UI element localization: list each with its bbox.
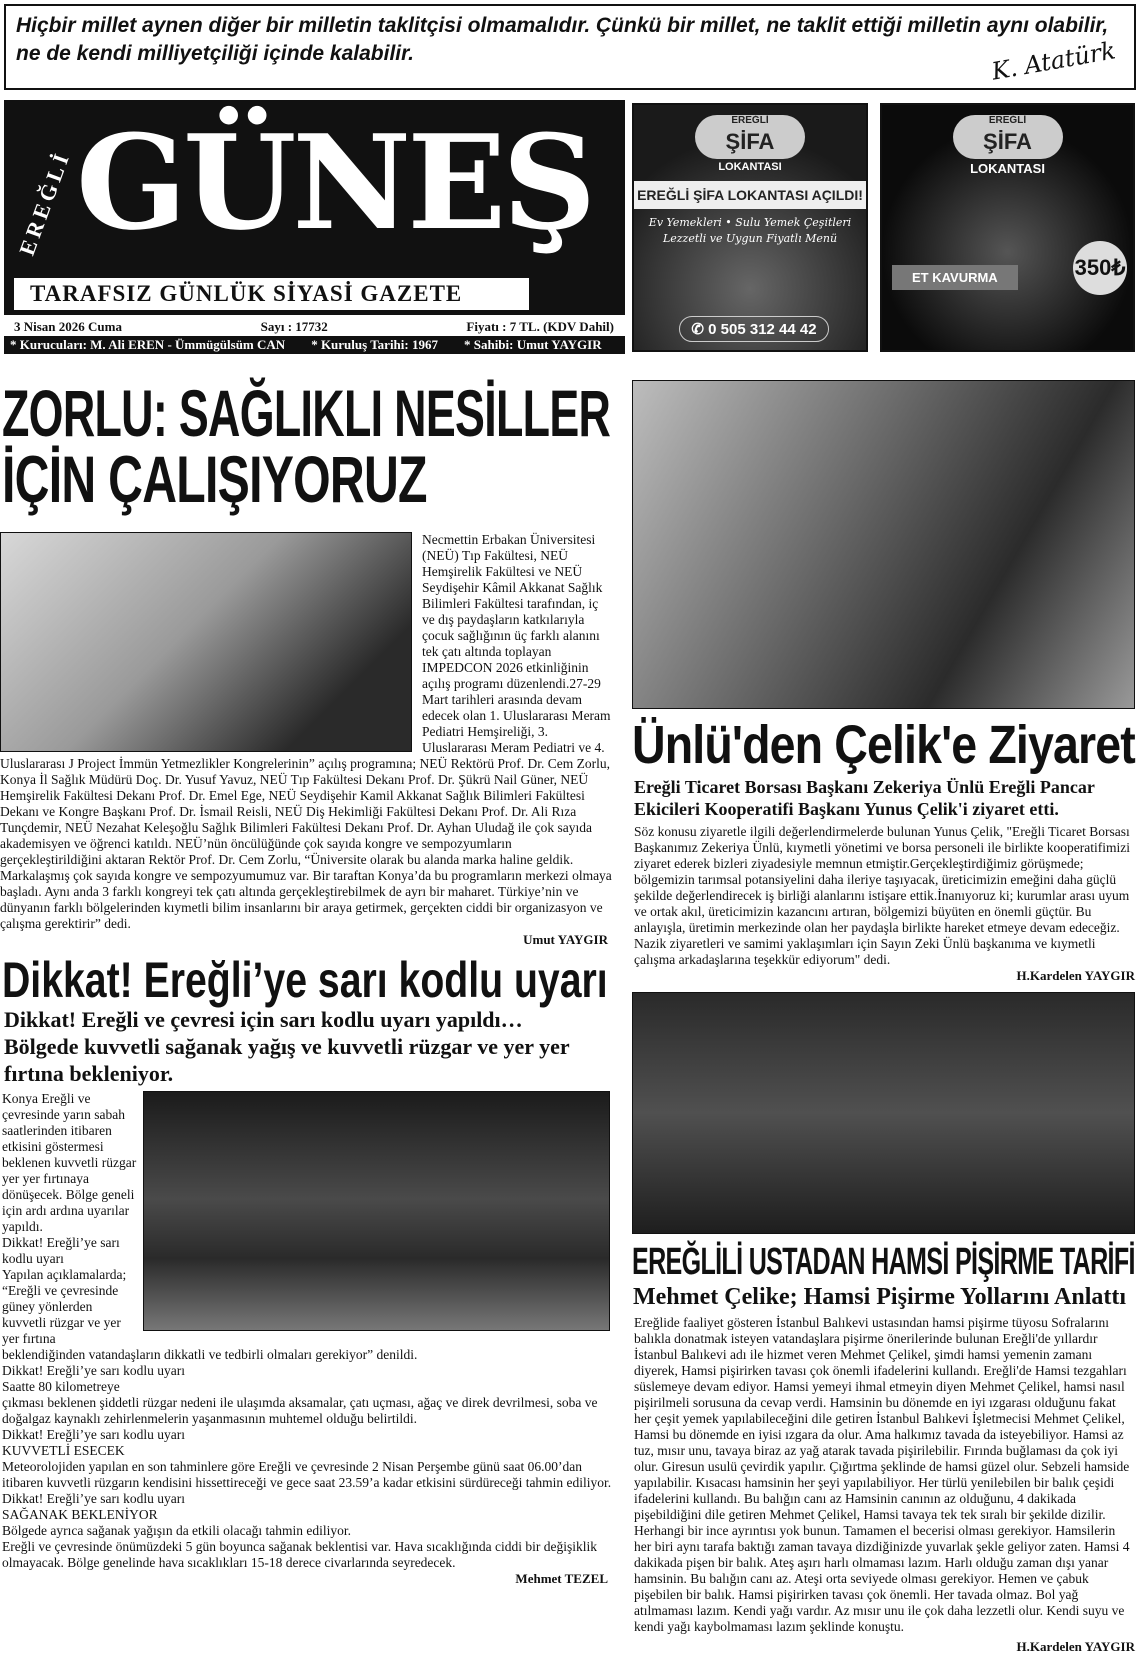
article1-intro: Necmettin Erbakan Üniversitesi (NEÜ) Tıp Fakültesi, NEÜ Hemşirelik Fakültesi ve NEÜ Seydişehir Kâmil Akkanat Sağlık Bilimleri Fakültesi tarafından, iç ve dış paydaşların katkılarıyla çocuk sağlığının üç farklı alanını tek çatı altında toplayan IMPEDCON 2026 etkinliğinin açılış programı düzenlendi.27-29 Mart tarihleri arasında devam edecek olan 1. Uluslararası Meram Pediatri Hemşireliği, 3. Uluslararası Meram Pediatri ve 4. Uluslararası J Project İmmün Yetmezlikler Kongrelerinin” açılış programına; NEÜ xyxy=(0,532,611,771)
article4-headline[interactable]: EREĞLİLİ USTADAN HAMSİ PİŞİRME TARİFİ xyxy=(632,1241,1135,1283)
article2-body-paragraph: Dikkat! Ereğli’ye sarı kodlu uyarı xyxy=(2,1491,185,1506)
ad-phone[interactable]: ✆ 0 505 312 44 42 xyxy=(679,316,829,342)
article4-author: H.Kardelen YAYGIR xyxy=(1016,1639,1135,1654)
article3-photo-visit xyxy=(632,380,1135,709)
ad-logo: EREĞLİ ŞİFA xyxy=(953,115,1063,159)
founded-date: * Kuruluş Tarihi: 1967 xyxy=(311,337,438,352)
article2-column-paragraph: Yapılan açıklamalarda; “Ereğli ve çevresinde güney yönlerden kuvvetli rüzgar ve yer yer fırtına beklendiğinden vatandaşların dikkatli ve tedbirli olmaları gerekiyor” denildi. xyxy=(2,1267,418,1362)
founders-bar xyxy=(4,336,625,354)
article2-body-paragraph: Ereğli ve çevresinde önümüzdeki 5 gün boyunca sağanak beklentisi var. Hava sıcaklığında ciddi bir değişiklik olmayacak. Bölge genelinde hava sıcaklıkları 15-18 derece civarlarında seyredecek. xyxy=(2,1539,597,1570)
ataturk-quote-box xyxy=(4,4,1136,90)
article2-subhead: Dikkat! Ereğli ve çevresi için sarı kodlu uyarı yapıldı… Bölgede kuvvetli sağanak yağış ve kuvvetli rüzgar ve yer yer fırtına bekleniyor. xyxy=(4,1007,570,1086)
masthead-prefix: EREĞLİ xyxy=(14,147,75,259)
article1-headline-line1[interactable]: ZORLU: SAĞLIKLI NESİLLER xyxy=(2,376,611,450)
article1-text xyxy=(0,532,612,932)
article2-body-paragraph: Meteorolojiden yapılan en son tahminlere göre Ereğli ve çevresinde 2 Nisan Perşembe günü saat 06.00’dan itibaren kuvvetli rüzgarın kendisini hissettireceği ve gece saat 23.59’a kadar etkisini sürdüreceği tahmin ediliyor. xyxy=(2,1459,612,1490)
article2-photo-mosque-storm xyxy=(143,1091,610,1331)
masthead xyxy=(4,100,625,315)
article3-headline[interactable]: Ünlü'den Çelik'e Ziyaret xyxy=(632,715,1135,776)
ad-banner: EREĞLİ ŞİFA LOKANTASI AÇILDI! xyxy=(634,181,866,209)
advertisement-sifa-et-kavurma[interactable] xyxy=(880,103,1135,352)
article2-body-paragraph: Dikkat! Ereğli’ye sarı kodlu uyarı xyxy=(2,1427,185,1442)
article2-body-paragraph: SAĞANAK BEKLENİYOR xyxy=(2,1507,158,1522)
ad-line-2: Lezzetli ve Uygun Fiyatlı Menü xyxy=(662,232,838,245)
ad-logo-sub: LOKANTASI xyxy=(970,161,1045,176)
ad-logo: EREĞLİ ŞİFA xyxy=(695,115,805,159)
owner: * Sahibi: Umut YAYGIR xyxy=(463,337,602,352)
article2-column-paragraph: Dikkat! Ereğli’ye sarı kodlu uyarı xyxy=(2,1235,120,1266)
article2-text xyxy=(0,1091,612,1571)
article3-author: H.Kardelen YAYGIR xyxy=(1016,968,1135,984)
article4-photo-chef-hamsi xyxy=(632,992,1135,1234)
issue-date: 3 Nisan 2026 Cuma xyxy=(14,319,122,334)
article2-body-paragraph: Bölgede ayrıca sağanak yağışın da etkili olacağı tahmin ediliyor. xyxy=(2,1523,352,1538)
article4-body: Ereğlide faaliyet gösteren İstanbul Balıkevi ustasından hamsi pişirme tüyosu Sofralarını balıkla donatmak isteyen vatandaşlara pişirme önerilerinde bulunan Ereğli'de yıllardır İstanbul Balıkevi adı ile hizmet veren Mehmet Çelikel, şimdi hamsi yemenin zamanı diyerek, Hamsi pişirirken tavası çok önemli ifadelerini kullandı. Ereğli'de Hamsi tezgahları süslemeye devam ediyor. Hamsi yemeyi ihmal etmeyin diyen Mehmet Çelikel, hamsi nasıl pişirilmeli sorusuna da cevap verdi. Hamsinin bu dönemde en iyi ızgarası olduğunu fakat her çeşit yemek yapılabileceğini dile getiren İstanbul Balıkevi İşletmecisi Mehmet Çelikel, Hamsi bu dönemde en iyisi ızgara da olur. Ama halkımız tavada da isteyebiliyor. Hamsi az tuz, mısır unu, tavaya biraz az yağ atarak tavada pişirilebilir. Fırında buğlaması da çok iyi olur. Giresun usulü çevirdik yapılır. Çığırtma şeklinde de hamsi güzel olur. Sebzeli hamside yapılabilir. Kısacası hamsinin her şeyi yapılabiliyor. Her türlü yenilebilen bir balık çeşidi ifadelerini kullandı. Bu balığın canı az Hamsinin canının az olduğunu, 4 dakikada pişebildiğini dile getiren Mehmet Çelikel, Hamsi tavaya tek tek sıralı bir şekilde dizilir. Herhangi bir ince ayrıntısı yok bunun. Tamamen el becerisi olması gerekiyor. Hamsilerin her biri aynı tarafa baktığı zaman tavaya dizdiğinizde yuvarlak şekle geliyor zaten. Hamsi 4 dakikada pişen bir balık. Ateş aşırı harlı olmaması lazım. Harlı olduğu zaman dışı yanar hamsinin. Bu balığın canı az. Ateşi orta seviyede olması gerekiyor. Hemen ve çabuk pişebilen bir balık. Hamsi pişirirken tavası çok önemli. Her tavada olmaz. Bol yağ atılmaması lazım. Kendi yağı vardır. Az mısır unu ile çok daha lezzetli olur. Kendi suyu ve kendi yağı kaybolmaması lazım şeklinde konuştu. xyxy=(634,1315,1130,1634)
article1-photo-rector-podium xyxy=(0,532,412,752)
article1-headline-line2[interactable]: İÇİN ÇALIŞIYORUZ xyxy=(2,442,427,516)
article3-body: Söz konusu ziyaretle ilgili değerlendirmelerde bulunan Yunus Çelik, "Ereğli Ticaret Borsası Başkanımız Zekeriya Ünlü, kıymetli yönetimi ve borsa personeli ile birlikte kooperatifimizi ziyaret ederek bizleri ziyadesiyle memnun etmiştir.Gerçekleştirdiğimiz görüşmede; bölgemizin tarımsal potansiyelini daha ileriye taşıyacak, üreticimizin emeğini daha güçlü şekilde değerlendirecek iş birliği alanlarını istişare ettik.İnanıyoruz ki; kurumlar arası uyum ve ortak akıl, üreticimizin kazancını artıran, bölgemizi büyüten en önemli güçtür. Bu anlayışla, üretimin merkezinde olan her paydaşla birlikte hareket etmeye devam edeceğiz. Nazik ziyaretleri ve samimi yaklaşımları için Sayın Zeki Ünlü başkanıma ve kıymetli çalışma arkadaşlarına teşekkür ediyorum" dedi. xyxy=(634,824,1130,968)
quote-text: Hiçbir millet aynen diğer bir milletin taklitçisi olmamalıdır. Çünkü bir millet, ne taklit ettiği milletin aynı olabilir, ne de kendi milliyetçiliği içinde kalabilir. xyxy=(16,14,1109,65)
founders: * Kurucuları: M. Ali EREN - Ümmügülsüm CAN xyxy=(10,337,286,352)
article2-body-paragraph: KUVVETLİ ESECEK xyxy=(2,1443,125,1458)
slogan: TARAFSIZ GÜNLÜK SİYASİ GAZETE xyxy=(14,278,529,310)
article2-column-paragraph: Dikkat! Ereğli’ye sarı kodlu uyarı xyxy=(2,1363,185,1378)
article4-subhead: Mehmet Çelike; Hamsi Pişirme Yollarını Anlattı xyxy=(633,1284,1127,1310)
advertisement-sifa-opening[interactable] xyxy=(632,103,868,352)
article2-author: Mehmet TEZEL xyxy=(515,1571,608,1586)
ad-line-1: Ev Yemekleri • Sulu Yemek Çeşitleri xyxy=(648,216,852,229)
issue-number: Sayı : 17732 xyxy=(260,319,328,334)
article1-author: Umut YAYGIR xyxy=(523,932,608,947)
article3-subhead: Ereğli Ticaret Borsası Başkanı Zekeriya Ünlü Ereğli Pancar Ekicileri Kooperatifi Başkanı Yunus Çelik'i ziyaret etti. xyxy=(634,777,1095,820)
ad-logo-sub: LOKANTASI xyxy=(718,161,782,173)
issue-info xyxy=(14,319,614,335)
article2-headline[interactable]: Dikkat! Ereğli’ye sarı kodlu uyarı xyxy=(2,952,608,1008)
article2-column-paragraph: Konya Ereğli ve çevresinde yarın sabah saatlerinden itibaren etkisini göstermesi beklenen kuvvetli rüzgar yer yer fırtınaya dönüşecek. Bölge geneli için ardı ardına uyarılar yapıldı. xyxy=(2,1091,137,1234)
article2-column-paragraph: Saatte 80 kilometreye xyxy=(2,1379,120,1394)
left-column xyxy=(0,376,612,1587)
article1-body: Rektörü Prof. Dr. Cem Zorlu, Konya İl Sağlık Müdürü Doç. Dr. Yusuf Yavuz, NEÜ Tıp Fakültesi Dekanı Prof. Dr. Şükrü Nail Güner, NEÜ Hemşirelik Fakültesi Dekanı Prof. Dr. Emel Ege, NEÜ Seydişehir Kamil Akkanat Sağlık Bilimleri Fakültesi Dekanı ve Kongre Başkanı Prof. Dr. İsmail Reisli, NEÜ Diş Hekimliği Fakültesi Dekanı Prof. Dr. Ali Rıza Tunçdemir, NEÜ Nezahat Keleşoğlu Sağlık Bilimleri Fakültesi Dekanı Prof. Dr. Ayhan Uludağ ile çok sayıda akademisyen ve öğrenci katıldı. NEÜ’nün öncülüğünde çok sayıda kongre ve sempozyumların gerçekleştirildiğini aktaran Rektör Prof. Dr. Cem Zorlu, “Üniversite olarak bu alanda marka haline geldik. Markalaşmış çok sayıda kongre ve sempozyumumuz var. Bir taraftan Konya’da bu programların merkezi olmaya başladı. Aynı anda 3 farklı kongreyi tek çatı altında gerçekleştirebilmek de ayrı bir maharet. Türkiye’nin ve dünyanın farklı bölgelerinden kıymetli bilim insanlarını bir araya getirmek, gerçekten ciddi bir organizasyon ve çalışma gerektirir” dedi. xyxy=(0,756,612,931)
right-column xyxy=(632,380,1135,1655)
signature: K. Atatürk xyxy=(989,36,1118,86)
ad-price: 350₺ xyxy=(1073,241,1127,295)
article2-body-paragraph: çıkması beklenen şiddetli rüzgar nedeni ile ulaşımda aksamalar, çatı uçması, ağaç ve direk devrilmesi, soba ve doğalgaz kaynaklı zehirlenmelerin yaşanmasının muhtemel olduğu belirtildi. xyxy=(2,1395,598,1426)
issue-price: Fiyatı : 7 TL. (KDV Dahil) xyxy=(466,319,614,334)
ad-dish: ET KAVURMA xyxy=(892,265,1018,290)
phone-icon: ✆ xyxy=(691,321,704,338)
newspaper-name: GÜNEŞ xyxy=(76,106,593,259)
